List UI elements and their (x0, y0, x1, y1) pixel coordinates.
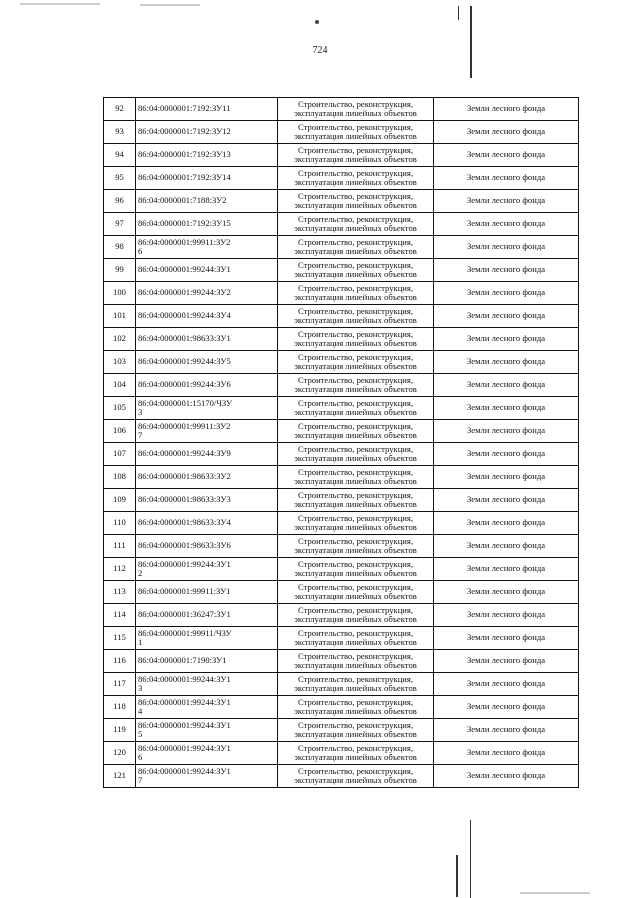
row-number-cell: 105 (104, 397, 136, 420)
land-category-cell: Земли лесного фонда (434, 397, 579, 420)
table-row (104, 259, 579, 282)
row-number-cell: 94 (104, 144, 136, 167)
row-number-cell: 116 (104, 650, 136, 673)
row-number-cell: 108 (104, 466, 136, 489)
permitted-use-cell: Строительство, реконструкция, эксплуатация линейных объектов (278, 397, 434, 420)
permitted-use-cell: Строительство, реконструкция, эксплуатация линейных объектов (278, 489, 434, 512)
table-row (104, 420, 579, 443)
land-category-cell: Земли лесного фонда (434, 167, 579, 190)
table-row (104, 489, 579, 512)
row-number-cell: 99 (104, 259, 136, 282)
row-number-cell: 120 (104, 742, 136, 765)
permitted-use-cell: Строительство, реконструкция, эксплуатация линейных объектов (278, 305, 434, 328)
cadastral-number-cell: 86:04:0000001:7192:ЗУ13 (136, 144, 278, 167)
table-row (104, 190, 579, 213)
cadastral-number-cell: 86:04:0000001:99244:ЗУ5 (136, 351, 278, 374)
row-number-cell: 98 (104, 236, 136, 259)
land-category-cell: Земли лесного фонда (434, 213, 579, 236)
table-row (104, 604, 579, 627)
row-number-cell: 104 (104, 374, 136, 397)
table-row (104, 282, 579, 305)
table-row (104, 650, 579, 673)
row-number-cell: 121 (104, 765, 136, 788)
row-number-cell: 118 (104, 696, 136, 719)
cadastral-number-cell: 86:04:0000001:99244:ЗУ6 (136, 374, 278, 397)
cadastral-number-cell: 86:04:0000001:99244:ЗУ1 7 (136, 765, 278, 788)
land-category-cell: Земли лесного фонда (434, 328, 579, 351)
cadastral-number-cell: 86:04:0000001:98633:ЗУ1 (136, 328, 278, 351)
land-category-cell: Земли лесного фонда (434, 466, 579, 489)
row-number-cell: 100 (104, 282, 136, 305)
permitted-use-cell: Строительство, реконструкция, эксплуатация линейных объектов (278, 328, 434, 351)
land-category-cell: Земли лесного фонда (434, 650, 579, 673)
permitted-use-cell: Строительство, реконструкция, эксплуатация линейных объектов (278, 719, 434, 742)
cadastral-number-cell: 86:04:0000001:98633:ЗУ4 (136, 512, 278, 535)
table-row (104, 121, 579, 144)
permitted-use-cell: Строительство, реконструкция, эксплуатация линейных объектов (278, 696, 434, 719)
permitted-use-cell: Строительство, реконструкция, эксплуатация линейных объектов (278, 213, 434, 236)
permitted-use-cell: Строительство, реконструкция, эксплуатация линейных объектов (278, 98, 434, 121)
table-row (104, 397, 579, 420)
land-category-cell: Земли лесного фонда (434, 719, 579, 742)
cadastral-number-cell: 86:04:0000001:99244:ЗУ2 (136, 282, 278, 305)
land-category-cell: Земли лесного фонда (434, 144, 579, 167)
cadastral-number-cell: 86:04:0000001:7192:ЗУ14 (136, 167, 278, 190)
cadastral-number-cell: 86:04:0000001:99244:ЗУ9 (136, 443, 278, 466)
land-category-cell: Земли лесного фонда (434, 351, 579, 374)
cadastral-number-cell: 86:04:0000001:99911/ЧЗУ 1 (136, 627, 278, 650)
row-number-cell: 115 (104, 627, 136, 650)
permitted-use-cell: Строительство, реконструкция, эксплуатация линейных объектов (278, 121, 434, 144)
table-row (104, 98, 579, 121)
land-category-cell: Земли лесного фонда (434, 121, 579, 144)
cadastral-number-cell: 86:04:0000001:7192:ЗУ11 (136, 98, 278, 121)
table-row (104, 144, 579, 167)
table-row (104, 443, 579, 466)
row-number-cell: 96 (104, 190, 136, 213)
page-number: 724 (312, 45, 328, 56)
table-row (104, 305, 579, 328)
table-row (104, 328, 579, 351)
permitted-use-cell: Строительство, реконструкция, эксплуатация линейных объектов (278, 627, 434, 650)
land-category-cell: Земли лесного фонда (434, 259, 579, 282)
permitted-use-cell: Строительство, реконструкция, эксплуатация линейных объектов (278, 558, 434, 581)
row-number-cell: 95 (104, 167, 136, 190)
binding-mark (456, 855, 458, 897)
cadastral-number-cell: 86:04:0000001:98633:ЗУ6 (136, 535, 278, 558)
land-category-cell: Земли лесного фонда (434, 443, 579, 466)
table-row (104, 742, 579, 765)
land-category-cell: Земли лесного фонда (434, 673, 579, 696)
table-row (104, 213, 579, 236)
permitted-use-cell: Строительство, реконструкция, эксплуатация линейных объектов (278, 581, 434, 604)
row-number-cell: 119 (104, 719, 136, 742)
land-plot-table (103, 97, 579, 788)
cadastral-number-cell: 86:04:0000001:99911:ЗУ2 6 (136, 236, 278, 259)
permitted-use-cell: Строительство, реконструкция, эксплуатация линейных объектов (278, 282, 434, 305)
permitted-use-cell: Строительство, реконструкция, эксплуатация линейных объектов (278, 765, 434, 788)
cadastral-number-cell: 86:04:0000001:99244:ЗУ1 5 (136, 719, 278, 742)
permitted-use-cell: Строительство, реконструкция, эксплуатация линейных объектов (278, 673, 434, 696)
permitted-use-cell: Строительство, реконструкция, эксплуатация линейных объектов (278, 535, 434, 558)
cadastral-number-cell: 86:04:0000001:7192:ЗУ15 (136, 213, 278, 236)
land-category-cell: Земли лесного фонда (434, 512, 579, 535)
binding-mark (458, 6, 459, 20)
row-number-cell: 93 (104, 121, 136, 144)
land-category-cell: Земли лесного фонда (434, 535, 579, 558)
table-row (104, 673, 579, 696)
table-row (104, 558, 579, 581)
permitted-use-cell: Строительство, реконструкция, эксплуатация линейных объектов (278, 167, 434, 190)
table-row (104, 167, 579, 190)
permitted-use-cell: Строительство, реконструкция, эксплуатация линейных объектов (278, 259, 434, 282)
table-row (104, 512, 579, 535)
land-category-cell: Земли лесного фонда (434, 696, 579, 719)
permitted-use-cell: Строительство, реконструкция, эксплуатация линейных объектов (278, 604, 434, 627)
permitted-use-cell: Строительство, реконструкция, эксплуатация линейных объектов (278, 650, 434, 673)
scan-artifact (20, 3, 100, 5)
row-number-cell: 114 (104, 604, 136, 627)
row-number-cell: 111 (104, 535, 136, 558)
table-row (104, 351, 579, 374)
row-number-cell: 101 (104, 305, 136, 328)
row-number-cell: 112 (104, 558, 136, 581)
table-row (104, 535, 579, 558)
table-row (104, 696, 579, 719)
cadastral-number-cell: 86:04:0000001:99244:ЗУ4 (136, 305, 278, 328)
cadastral-number-cell: 86:04:0000001:99244:ЗУ1 (136, 259, 278, 282)
land-category-cell: Земли лесного фонда (434, 236, 579, 259)
land-category-cell: Земли лесного фонда (434, 489, 579, 512)
permitted-use-cell: Строительство, реконструкция, эксплуатация линейных объектов (278, 466, 434, 489)
table-row (104, 466, 579, 489)
row-number-cell: 92 (104, 98, 136, 121)
table-row (104, 627, 579, 650)
permitted-use-cell: Строительство, реконструкция, эксплуатация линейных объектов (278, 236, 434, 259)
permitted-use-cell: Строительство, реконструкция, эксплуатация линейных объектов (278, 443, 434, 466)
row-number-cell: 110 (104, 512, 136, 535)
cadastral-number-cell: 86:04:0000001:15170/ЧЗУ 3 (136, 397, 278, 420)
row-number-cell: 113 (104, 581, 136, 604)
row-number-cell: 107 (104, 443, 136, 466)
cadastral-number-cell: 86:04:0000001:98633:ЗУ3 (136, 489, 278, 512)
cadastral-number-cell: 86:04:0000001:99244:ЗУ1 6 (136, 742, 278, 765)
cadastral-number-cell: 86:04:0000001:99244:ЗУ1 2 (136, 558, 278, 581)
binding-mark (470, 6, 472, 78)
row-number-cell: 117 (104, 673, 136, 696)
row-number-cell: 106 (104, 420, 136, 443)
table-row (104, 581, 579, 604)
permitted-use-cell: Строительство, реконструкция, эксплуатация линейных объектов (278, 742, 434, 765)
land-category-cell: Земли лесного фонда (434, 374, 579, 397)
table-row (104, 719, 579, 742)
binding-mark (470, 820, 471, 898)
scan-artifact (520, 892, 590, 894)
row-number-cell: 97 (104, 213, 136, 236)
table-row (104, 374, 579, 397)
cadastral-number-cell: 86:04:0000001:98633:ЗУ2 (136, 466, 278, 489)
cadastral-number-cell: 86:04:0000001:36247:ЗУ1 (136, 604, 278, 627)
permitted-use-cell: Строительство, реконструкция, эксплуатация линейных объектов (278, 351, 434, 374)
cadastral-number-cell: 86:04:0000001:99911:ЗУ2 7 (136, 420, 278, 443)
land-category-cell: Земли лесного фонда (434, 742, 579, 765)
row-number-cell: 103 (104, 351, 136, 374)
land-category-cell: Земли лесного фонда (434, 558, 579, 581)
table-row (104, 765, 579, 788)
land-category-cell: Земли лесного фонда (434, 98, 579, 121)
land-category-cell: Земли лесного фонда (434, 765, 579, 788)
permitted-use-cell: Строительство, реконструкция, эксплуатация линейных объектов (278, 374, 434, 397)
land-category-cell: Земли лесного фонда (434, 305, 579, 328)
permitted-use-cell: Строительство, реконструкция, эксплуатация линейных объектов (278, 512, 434, 535)
row-number-cell: 109 (104, 489, 136, 512)
land-category-cell: Земли лесного фонда (434, 581, 579, 604)
permitted-use-cell: Строительство, реконструкция, эксплуатация линейных объектов (278, 144, 434, 167)
cadastral-number-cell: 86:04:0000001:7190:ЗУ1 (136, 650, 278, 673)
land-category-cell: Земли лесного фонда (434, 190, 579, 213)
land-category-cell: Земли лесного фонда (434, 627, 579, 650)
cadastral-number-cell: 86:04:0000001:99244:ЗУ1 4 (136, 696, 278, 719)
cadastral-number-cell: 86:04:0000001:7188:ЗУ2 (136, 190, 278, 213)
land-category-cell: Земли лесного фонда (434, 604, 579, 627)
row-number-cell: 102 (104, 328, 136, 351)
cadastral-number-cell: 86:04:0000001:99911:ЗУ1 (136, 581, 278, 604)
table-row (104, 236, 579, 259)
scan-artifact (140, 4, 200, 6)
land-category-cell: Земли лесного фонда (434, 420, 579, 443)
cadastral-number-cell: 86:04:0000001:99244:ЗУ1 3 (136, 673, 278, 696)
land-category-cell: Земли лесного фонда (434, 282, 579, 305)
scan-artifact (315, 20, 319, 24)
permitted-use-cell: Строительство, реконструкция, эксплуатация линейных объектов (278, 190, 434, 213)
cadastral-number-cell: 86:04:0000001:7192:ЗУ12 (136, 121, 278, 144)
permitted-use-cell: Строительство, реконструкция, эксплуатация линейных объектов (278, 420, 434, 443)
